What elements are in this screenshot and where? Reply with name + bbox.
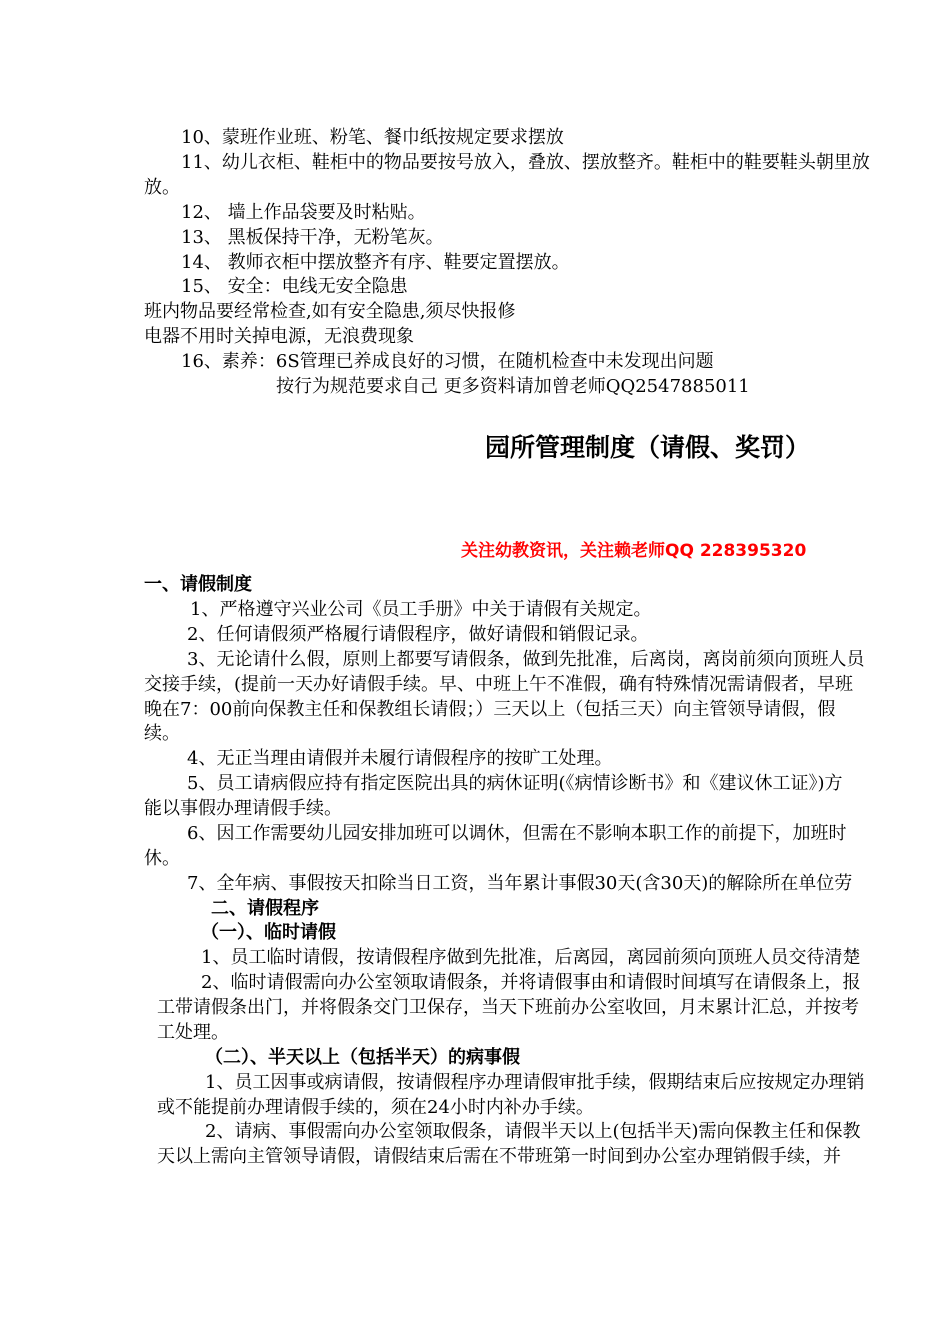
- policy-item-4: 4、无正当理由请假并未履行请假程序的按旷工处理。: [187, 748, 613, 769]
- item-14: 14、 教师衣柜中摆放整齐有序、鞋要定置摆放。: [181, 252, 570, 273]
- item-16-cont: 按行为规范要求自己 更多资料请加曾老师QQ2547885011: [276, 376, 750, 397]
- procedure-halfday-item-2: 2、请病、事假需向办公室领取假条，请假半天以上(包括半天)需向保教主任和保教: [205, 1121, 861, 1142]
- procedure-temp-item-1: 1、员工临时请假，按请假程序做到先批准，后离园，离园前须向顶班人员交待清楚: [201, 947, 861, 968]
- procedure-halfday-item-1: 1、员工因事或病请假，按请假程序办理请假审批手续，假期结束后应按规定办理销: [205, 1072, 865, 1093]
- policy-item-6: 6、因工作需要幼儿园安排加班可以调休，但需在不影响本职工作的前提下，加班时: [187, 823, 847, 844]
- policy-item-5-cont: 能以事假办理请假手续。: [144, 798, 342, 819]
- section-heading-leave-policy: 一、请假制度: [144, 574, 252, 595]
- policy-item-5: 5、员工请病假应持有指定医院出具的病休证明(《病情诊断书》和《建议休工证》)方: [187, 773, 843, 794]
- item-15: 15、 安全：电线无安全隐患: [181, 276, 408, 297]
- subsection-heading-temporary-leave: （一）、临时请假: [201, 922, 336, 943]
- item-15-sub1: 班内物品要经常检查,如有安全隐患,须尽快报修: [144, 301, 516, 322]
- policy-item-1: 1、严格遵守兴业公司《员工手册》中关于请假有关规定。: [190, 599, 652, 620]
- item-10: 10、蒙班作业班、粉笔、餐巾纸按规定要求摆放: [181, 127, 564, 148]
- procedure-temp-item-2-cont1: 工带请假条出门，并将假条交门卫保存，当天下班前办公室收回，月末累计汇总，并按考: [157, 997, 859, 1018]
- page-title: 园所管理制度（请假、奖罚）: [485, 433, 811, 462]
- item-13: 13、 黑板保持干净，无粉笔灰。: [181, 227, 444, 248]
- procedure-halfday-item-2-cont: 天以上需向主管领导请假，请假结束后需在不带班第一时间到办公室办理销假手续，并: [157, 1146, 841, 1167]
- policy-item-3-cont1: 交接手续，(提前一天办好请假手续。早、中班上午不准假，确有特殊情况需请假者，早班: [144, 674, 854, 695]
- item-16: 16、素养：6S管理已养成良好的习惯，在随机检查中未发现出问题: [181, 351, 714, 372]
- policy-item-3-cont3: 续。: [144, 723, 180, 744]
- procedure-temp-item-2: 2、临时请假需向办公室领取请假条，并将请假事由和请假时间填写在请假条上，报: [201, 972, 861, 993]
- item-15-sub2: 电器不用时关掉电源，无浪费现象: [144, 326, 414, 347]
- section-heading-leave-procedure: 二、请假程序: [211, 898, 319, 919]
- policy-item-3-cont2: 晚在7：00前向保教主任和保教组长请假；）三天以上（包括三天）向主管领导请假，假: [144, 699, 836, 720]
- procedure-halfday-item-1-cont: 或不能提前办理请假手续的，须在24小时内补办手续。: [157, 1097, 594, 1118]
- item-11: 11、幼儿衣柜、鞋柜中的物品要按号放入，叠放、摆放整齐。鞋柜中的鞋要鞋头朝里放: [181, 152, 870, 173]
- policy-item-6-cont: 休。: [144, 848, 180, 869]
- procedure-temp-item-2-cont2: 工处理。: [157, 1022, 229, 1043]
- policy-item-7: 7、全年病、事假按天扣除当日工资，当年累计事假30天(含30天)的解除所在单位劳: [187, 873, 853, 894]
- item-11-cont: 放。: [144, 177, 180, 198]
- policy-item-2: 2、任何请假须严格履行请假程序，做好请假和销假记录。: [187, 624, 649, 645]
- item-12: 12、 墙上作品袋要及时粘贴。: [181, 202, 426, 223]
- subsection-heading-half-day-leave: （二）、半天以上（包括半天）的病事假: [205, 1047, 520, 1068]
- policy-item-3: 3、无论请什么假，原则上都要写请假条，做到先批准，后离岗，离岗前须向顶班人员: [187, 649, 865, 670]
- promo-line: 关注幼教资讯，关注赖老师QQ 228395320: [461, 541, 807, 561]
